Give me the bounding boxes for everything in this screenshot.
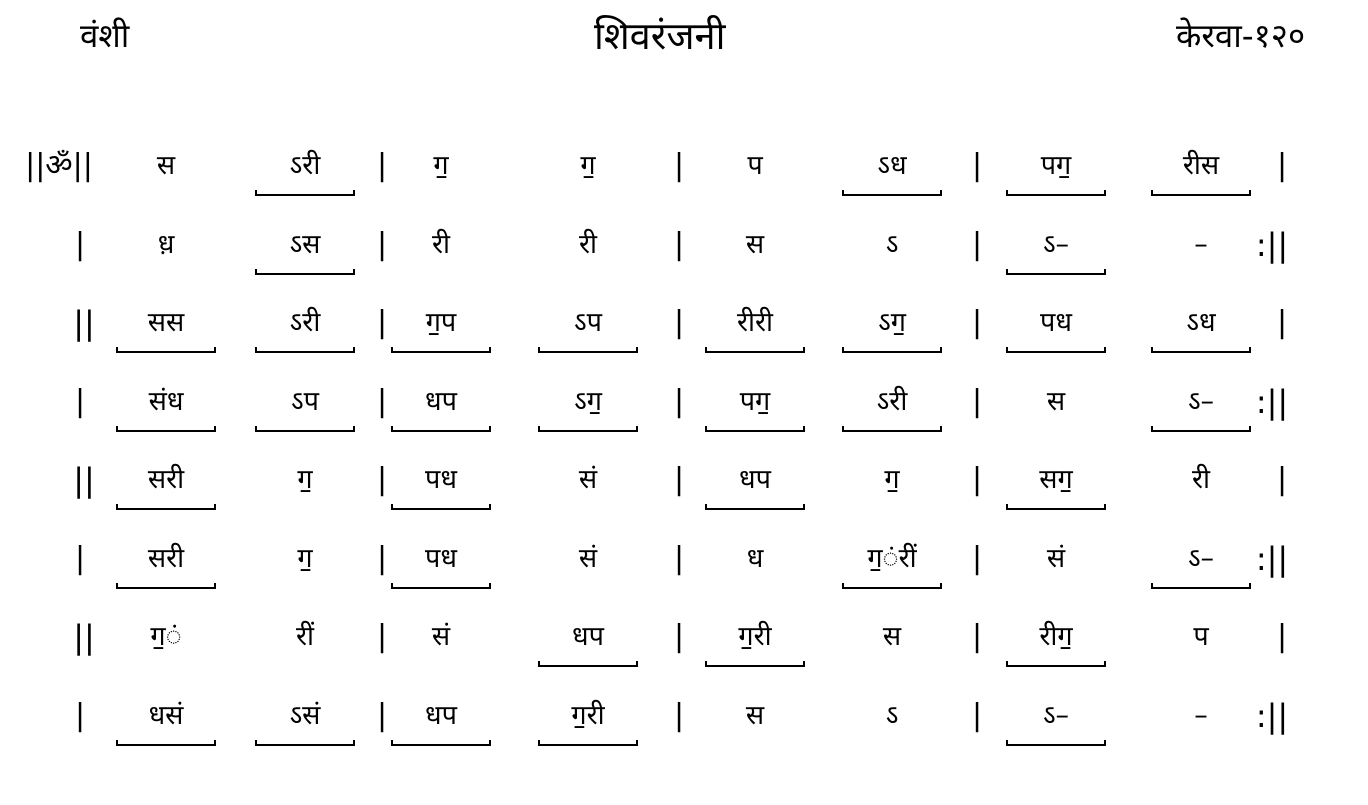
notation-row	[0, 696, 1368, 750]
beat-note: ऽ	[885, 699, 899, 731]
vibhag-separator: |	[376, 226, 388, 262]
start-barline: |	[74, 540, 86, 576]
beat-group-underlined: धप	[376, 382, 506, 436]
beat-note: स	[745, 699, 765, 731]
vibhag-separator: |	[673, 226, 685, 262]
beat-note: –	[1194, 699, 1208, 731]
beat-note: री	[1191, 464, 1211, 495]
beat-note: ग॒	[580, 150, 596, 181]
beat-note: ऽ	[885, 228, 899, 260]
instrument-label: वंशी	[80, 16, 130, 55]
vibhag-separator: |	[673, 148, 685, 183]
beat-group-underlined: ऽ–	[1136, 382, 1266, 436]
beat-group-underlined: पध	[991, 303, 1121, 357]
beat-group-underlined: पध	[376, 539, 506, 593]
beat-note: ग॒	[297, 464, 313, 495]
taal-tempo-label: केरवा-१२०	[1176, 16, 1306, 55]
beat-group-underlined: पग॒	[991, 146, 1121, 200]
vibhag-separator: |	[376, 540, 388, 576]
vibhag-separator: |	[376, 383, 388, 419]
beat-note: रीं	[295, 621, 315, 652]
end-barline: |	[1276, 462, 1288, 497]
beat-group-underlined: ऽ–	[991, 696, 1121, 750]
beat-note: री	[578, 228, 598, 260]
start-barline: ||ॐ||	[25, 148, 93, 183]
start-barline: |	[74, 383, 86, 419]
beat-group-underlined: धसं	[101, 696, 231, 750]
beat-note: स	[882, 621, 902, 652]
vibhag-separator: |	[376, 697, 388, 733]
beat-note: स	[156, 150, 176, 181]
beat-group-underlined: धप	[523, 617, 653, 671]
beat-group-underlined: रीग॒	[991, 617, 1121, 671]
vibhag-separator: |	[376, 619, 388, 654]
notation-row	[0, 225, 1368, 279]
beat-note: प	[747, 150, 763, 181]
beat-group-underlined: सग॒	[991, 460, 1121, 514]
beat-note: ग॒	[433, 150, 449, 181]
vibhag-separator: |	[673, 462, 685, 497]
end-barline: |	[1276, 619, 1288, 654]
vibhag-separator: |	[971, 305, 983, 340]
vibhag-separator: |	[971, 619, 983, 654]
notation-row	[0, 539, 1368, 593]
vibhag-separator: |	[971, 697, 983, 733]
vibhag-separator: |	[971, 383, 983, 419]
beat-note: सं	[431, 621, 451, 652]
beat-group-underlined: ग॒ंरीं	[827, 539, 957, 593]
beat-note: ग॒	[297, 542, 313, 574]
start-barline: |	[74, 226, 86, 262]
vibhag-separator: |	[673, 697, 685, 733]
vibhag-separator: |	[673, 540, 685, 576]
beat-group-underlined: ऽ–	[1136, 539, 1266, 593]
beat-group-underlined: ऽ–	[991, 225, 1121, 279]
notation-row	[0, 303, 1368, 357]
beat-group-underlined: ऽग॒	[523, 382, 653, 436]
vibhag-separator: |	[376, 148, 388, 183]
repeat-barline: :||	[1255, 382, 1289, 421]
beat-group-underlined: सरी	[101, 539, 231, 593]
start-barline: ||	[73, 461, 95, 499]
beat-note: ग॒ं	[150, 621, 182, 652]
beat-note: स	[745, 228, 765, 260]
vibhag-separator: |	[971, 148, 983, 183]
start-barline: ||	[73, 618, 95, 656]
beat-group-underlined: ऽप	[240, 382, 370, 436]
beat-group-underlined: ग॒री	[523, 696, 653, 750]
repeat-barline: :||	[1255, 696, 1289, 735]
notation-row	[0, 146, 1368, 200]
vibhag-separator: |	[673, 619, 685, 654]
beat-note: ध	[746, 542, 764, 574]
beat-group-underlined: ऽरी	[240, 146, 370, 200]
start-barline: |	[74, 697, 86, 733]
beat-note: स	[1046, 385, 1066, 417]
end-barline: |	[1276, 148, 1288, 183]
vibhag-separator: |	[971, 226, 983, 262]
beat-group-underlined: ऽसं	[240, 696, 370, 750]
end-barline: |	[1276, 305, 1288, 340]
repeat-barline: :||	[1255, 539, 1289, 578]
beat-group-underlined: सरी	[101, 460, 231, 514]
beat-group-underlined: संध	[101, 382, 231, 436]
start-barline: ||	[73, 304, 95, 342]
raga-title: शिवरंजनी	[594, 14, 726, 58]
vibhag-separator: |	[673, 383, 685, 419]
beat-group-underlined: पग॒	[690, 382, 820, 436]
notation-row	[0, 460, 1368, 514]
beat-group-underlined: सस	[101, 303, 231, 357]
notation-row	[0, 382, 1368, 436]
vibhag-separator: |	[376, 462, 388, 497]
beat-note: सं	[578, 464, 598, 495]
beat-group-underlined: ग॒री	[690, 617, 820, 671]
beat-group-underlined: ऽध	[1136, 303, 1266, 357]
beat-note: प	[1193, 621, 1209, 652]
beat-group-underlined: ग॒प	[376, 303, 506, 357]
beat-note: ध़	[157, 228, 175, 260]
vibhag-separator: |	[376, 305, 388, 340]
notation-row	[0, 617, 1368, 671]
beat-note: री	[431, 228, 451, 260]
beat-group-underlined: रीस	[1136, 146, 1266, 200]
beat-group-underlined: पध	[376, 460, 506, 514]
beat-note: ग॒	[884, 464, 900, 495]
beat-note: –	[1194, 228, 1208, 260]
beat-group-underlined: ऽरी	[827, 382, 957, 436]
beat-note: सं	[578, 542, 598, 574]
beat-group-underlined: ऽस	[240, 225, 370, 279]
repeat-barline: :||	[1255, 225, 1289, 264]
beat-group-underlined: रीरी	[690, 303, 820, 357]
beat-group-underlined: ऽध	[827, 146, 957, 200]
vibhag-separator: |	[971, 540, 983, 576]
beat-note: सं	[1046, 542, 1066, 574]
beat-group-underlined: ऽप	[523, 303, 653, 357]
beat-group-underlined: धप	[690, 460, 820, 514]
beat-group-underlined: ऽग॒	[827, 303, 957, 357]
beat-group-underlined: धप	[376, 696, 506, 750]
vibhag-separator: |	[673, 305, 685, 340]
vibhag-separator: |	[971, 462, 983, 497]
beat-group-underlined: ऽरी	[240, 303, 370, 357]
